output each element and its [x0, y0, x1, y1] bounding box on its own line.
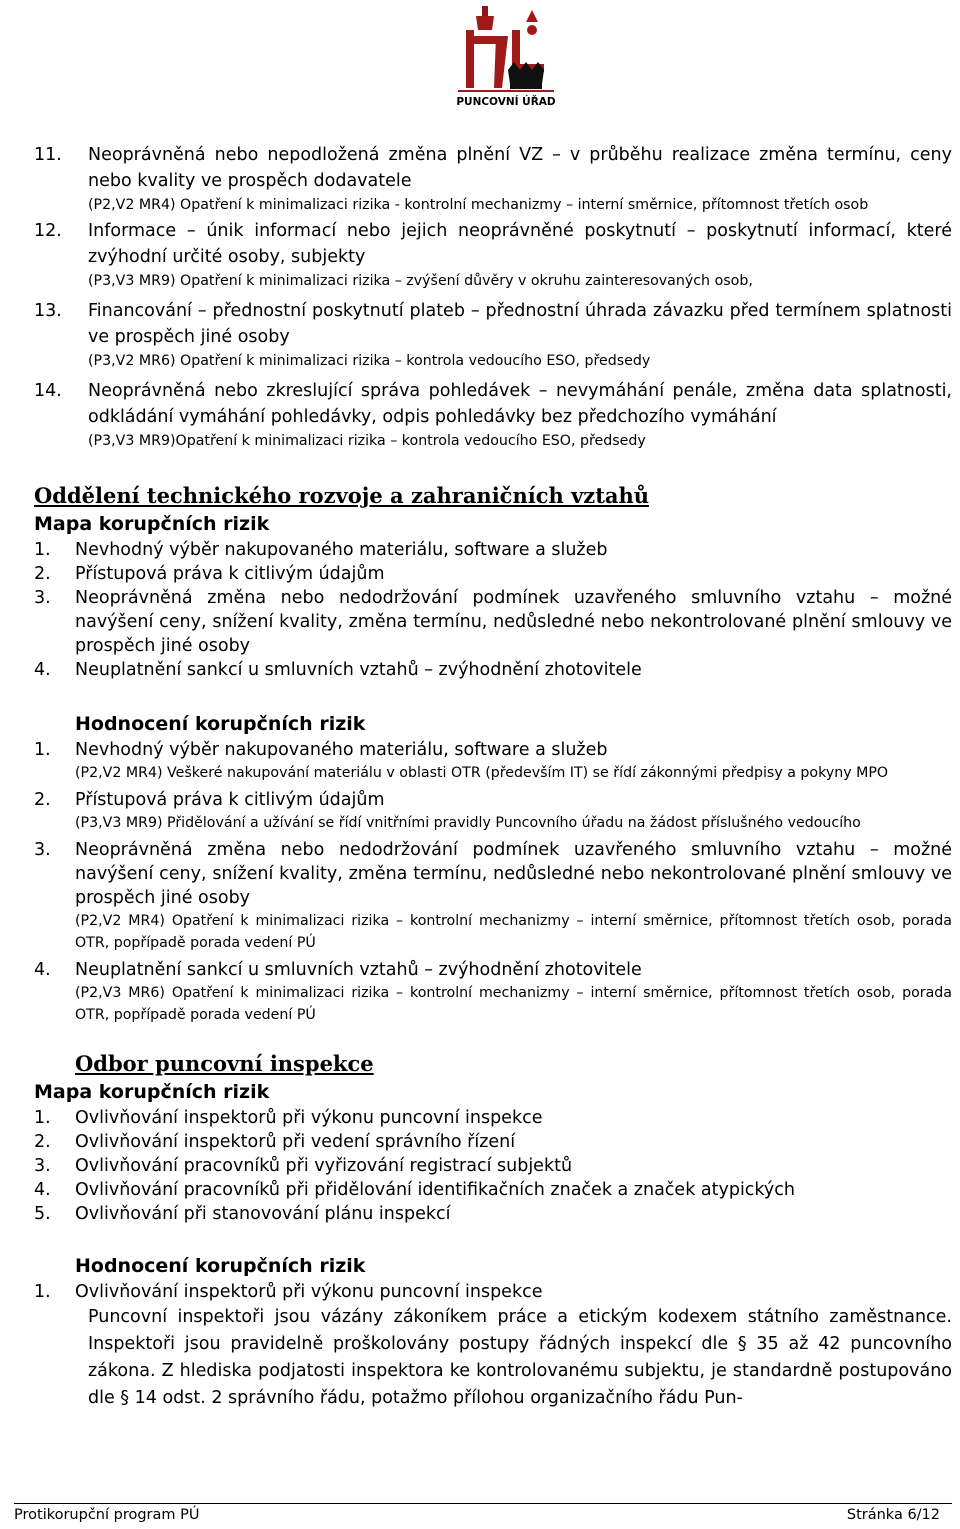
risk-eval-list	[34, 738, 952, 1026]
item-number: 14.	[34, 381, 62, 401]
risk-map-list	[34, 1106, 952, 1226]
item-number: 1.	[34, 540, 51, 560]
item-number: 4.	[34, 660, 51, 680]
list-item	[34, 1154, 952, 1178]
item-number: 2.	[34, 564, 51, 584]
footer-title: Protikorupční program PÚ	[14, 1507, 200, 1523]
eval-heading: Hodnocení korupčních rizik	[75, 1255, 366, 1277]
list-item	[34, 586, 952, 658]
item-number: 13.	[34, 301, 62, 321]
list-item	[34, 658, 952, 682]
risk-map-list	[34, 538, 952, 682]
item-number: 4.	[34, 960, 51, 980]
list-item	[34, 1130, 952, 1154]
item-number: 12.	[34, 221, 62, 241]
item-number: 3.	[34, 840, 51, 860]
list-item	[34, 538, 952, 562]
map-heading: Mapa korupčních rizik	[34, 513, 270, 535]
item-text: Ovlivňování při stanovování plánu inspekcí	[75, 1204, 451, 1224]
item-text: Ovlivňování inspektorů při výkonu puncovní inspekce	[75, 1108, 543, 1128]
list-item	[34, 218, 952, 292]
item-title: Informace – únik informací nebo jejich neoprávněné poskytnutí – poskytnutí informací, které zvýhodní určité osoby, subjekty	[88, 221, 952, 267]
footer-divider	[14, 1503, 952, 1504]
item-note: (P3,V3 MR9) Opatření k minimalizaci rizika – zvýšení důvěry v okruhu zainteresovaných osob,	[88, 273, 753, 289]
footer-page-number: Stránka 6/12	[846, 1507, 940, 1523]
item-note: (P2,V3 MR6) Opatření k minimalizaci rizika – kontrolní mechanizmy – interní směrnice, přítomnost třetích osob, porada OTR, popřípadě porada vedení PÚ	[75, 985, 952, 1023]
logo-caption: PUNCOVNÍ ÚŘAD	[456, 96, 556, 108]
item-text: Ovlivňování inspektorů při výkonu puncovní inspekce	[75, 1282, 543, 1302]
item-text: Ovlivňování inspektorů při vedení správního řízení	[75, 1132, 516, 1152]
item-note: (P3,V3 MR9) Přidělování a užívání se řídí vnitřními pravidly Puncovního úřadu na žádost příslušného vedoucího	[75, 815, 861, 831]
item-text: Neuplatnění sankcí u smluvních vztahů – zvýhodnění zhotovitele	[75, 960, 642, 980]
item-title: Financování – přednostní poskytnutí plateb – přednostní úhrada závazku před termínem splatnosti ve prospěch jiné osoby	[88, 301, 952, 347]
item-number: 4.	[34, 1180, 51, 1200]
item-body: Puncovní inspektoři jsou vázány zákoníkem práce a etickým kodexem státního zaměstnance. Inspektoři jsou pravidelně proškolovány postupy řádných inspekcí dle § 35 až 42 puncovního zákona. Z hlediska podjatosti inspektora ke kontrolovanému subjektu, je standardně postupováno dle § 14 odst. 2 správního řádu, potažmo přílohou organizačního řádu Pun-	[88, 1307, 952, 1408]
item-note: (P3,V2 MR6) Opatření k minimalizaci rizika – kontrola vedoucího ESO, předsedy	[88, 353, 651, 369]
item-number: 1.	[34, 1282, 51, 1302]
item-text: Neoprávněná změna nebo nedodržování podmínek uzavřeného smluvního vztahu – možné navýšení ceny, snížení kvality, změna termínu, nedůsledné nebo nekontrolované plnění smlouvy ve prospěch jiné osoby	[75, 588, 952, 656]
eval-heading: Hodnocení korupčních rizik	[75, 713, 366, 735]
list-item	[34, 1106, 952, 1130]
list-item	[34, 738, 952, 784]
item-number: 3.	[34, 588, 51, 608]
list-item	[34, 958, 952, 1026]
item-number: 3.	[34, 1156, 51, 1176]
item-title: Neoprávněná nebo nepodložená změna plnění VZ – v průběhu realizace změna termínu, ceny nebo kvality ve prospěch dodavatele	[88, 145, 952, 191]
item-number: 2.	[34, 790, 51, 810]
item-note: (P2,V2 MR4) Veškeré nakupování materiálu v oblasti OTR (především IT) se řídí zákonnými předpisy a pokyny MPO	[75, 765, 889, 781]
list-item	[34, 378, 952, 452]
item-number: 1.	[34, 740, 51, 760]
list-item	[34, 1202, 952, 1226]
item-text: Nevhodný výběr nakupovaného materiálu, software a služeb	[75, 540, 608, 560]
list-item	[34, 1178, 952, 1202]
map-heading: Mapa korupčních rizik	[34, 1081, 270, 1103]
item-number: 1.	[34, 1108, 51, 1128]
logo-emblem-icon	[436, 4, 576, 96]
item-text: Ovlivňování pracovníků při přidělování identifikačních značek a značek atypických	[75, 1180, 796, 1200]
item-number: 5.	[34, 1204, 51, 1224]
list-item	[34, 838, 952, 954]
item-text: Ovlivňování pracovníků při vyřizování registrací subjektů	[75, 1156, 573, 1176]
item-text: Nevhodný výběr nakupovaného materiálu, software a služeb	[75, 740, 608, 760]
item-number: 2.	[34, 1132, 51, 1152]
item-text: Neuplatnění sankcí u smluvních vztahů – zvýhodnění zhotovitele	[75, 660, 642, 680]
risk-eval-list	[34, 1280, 952, 1412]
item-text: Neoprávněná změna nebo nedodržování podmínek uzavřeného smluvního vztahu – možné navýšení ceny, snížení kvality, změna termínu, nedůsledné nebo nekontrolované plnění smlouvy ve prospěch jiné osoby	[75, 840, 952, 908]
document-body	[34, 140, 952, 1412]
list-item	[34, 298, 952, 372]
item-note: (P3,V3 MR9)Opatření k minimalizaci rizika – kontrola vedoucího ESO, předsedy	[88, 433, 646, 449]
section-title: Odbor puncovní inspekce	[75, 1051, 374, 1076]
list-item	[34, 562, 952, 586]
item-text: Přístupová práva k citlivým údajům	[75, 564, 385, 584]
section-title: Oddělení technického rozvoje a zahraničních vztahů	[34, 483, 650, 508]
item-title: Neoprávněná nebo zkreslující správa pohledávek – nevymáhání penále, změna data splatnosti, odkládání vymáhání pohledávky, odpis pohledávky bez předchozího vymáhání	[88, 381, 952, 427]
item-number: 11.	[34, 145, 62, 165]
list-item	[34, 1280, 952, 1412]
item-note: (P2,V2 MR4) Opatření k minimalizaci rizika – kontrolní mechanizmy – interní směrnice, přítomnost třetích osob, porada OTR, popřípadě porada vedení PÚ	[75, 913, 952, 951]
item-text: Přístupová práva k citlivým údajům	[75, 790, 385, 810]
item-note: (P2,V2 MR4) Opatření k minimalizaci rizika - kontrolní mechanizmy – interní směrnice, přítomnost třetích osob	[88, 197, 869, 213]
list-item	[34, 788, 952, 834]
list-item	[34, 142, 952, 216]
puncovni-urad-logo	[436, 4, 576, 112]
